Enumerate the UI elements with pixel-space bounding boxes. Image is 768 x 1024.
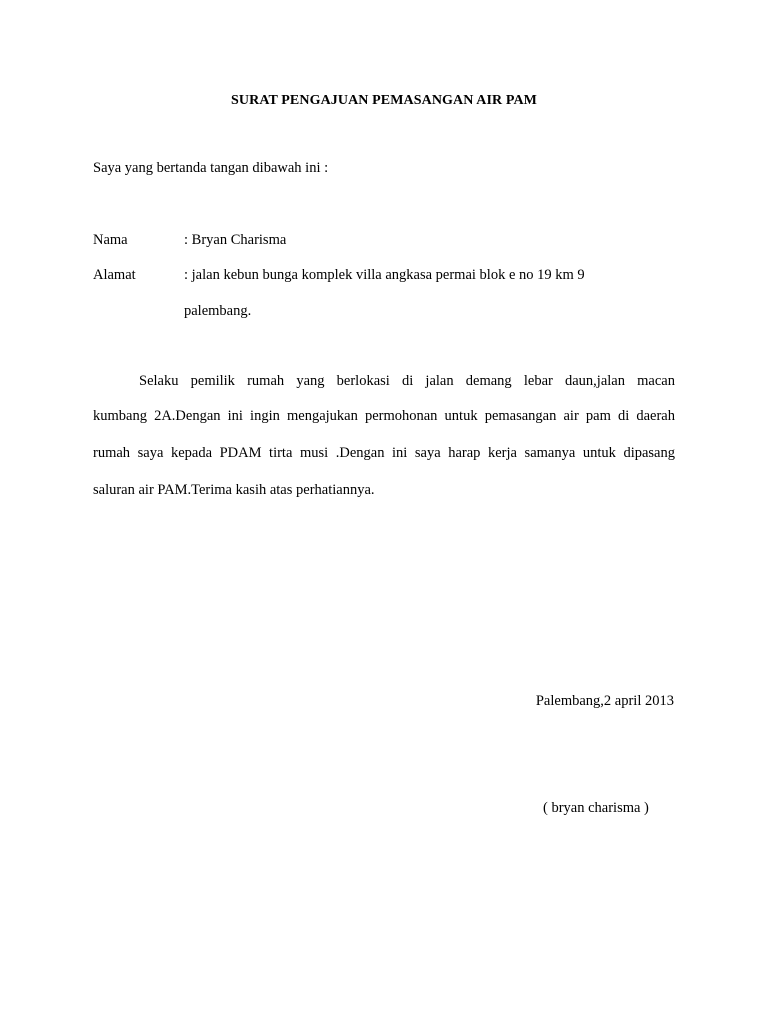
body-line-1: Selaku pemilik rumah yang berlokasi di jalan demang lebar daun,jalan macan [139, 373, 675, 389]
address-value-line-1: : jalan kebun bunga komplek villa angkasa permai blok e no 19 km 9 [184, 267, 585, 283]
opening-statement: Saya yang bertanda tangan dibawah ini : [93, 160, 329, 176]
body-line-4: saluran air PAM.Terima kasih atas perhatiannya. [93, 482, 375, 498]
name-value: : Bryan Charisma [184, 232, 287, 248]
address-label: Alamat [93, 267, 136, 283]
place-and-date: Palembang,2 april 2013 [535, 693, 674, 709]
body-line-3: rumah saya kepada PDAM tirta musi .Dengan ini saya harap kerja samanya untuk dipasang [93, 445, 675, 461]
name-label: Nama [93, 232, 128, 248]
letter-title: SURAT PENGAJUAN PEMASANGAN AIR PAM [231, 93, 537, 108]
address-value-line-2: palembang. [184, 303, 252, 319]
body-line-2: kumbang 2A.Dengan ini ingin mengajukan permohonan untuk pemasangan air pam di daerah [93, 408, 675, 424]
signature-name: ( bryan charisma ) [543, 800, 649, 816]
